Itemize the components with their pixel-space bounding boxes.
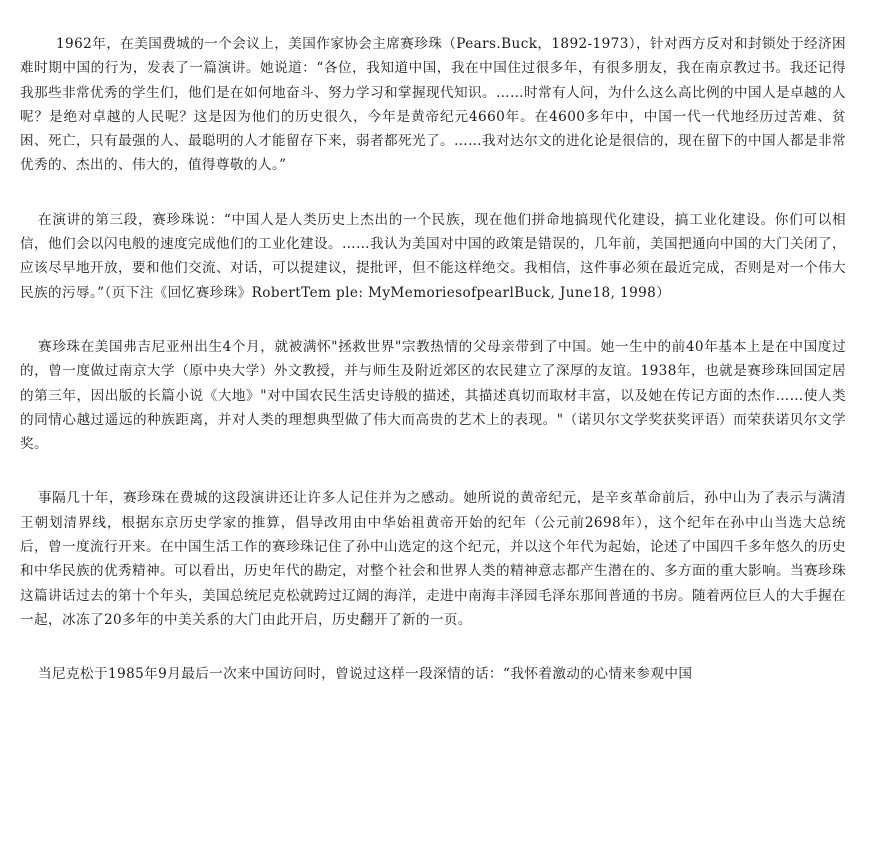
document-page bbox=[20, 32, 846, 687]
paragraph-5: 当尼克松于1985年9月最后一次来中国访问时，曾说过这样一段深情的话：“我怀着激动的心情来参观中国 bbox=[38, 666, 693, 683]
paragraph-1: 1962年，在美国费城的一个会议上，美国作家协会主席赛珍珠（Pears.Buck，1892-1973），针对西方反对和封锁处于经济困难时期中国的行为，发表了一篇演讲。她说道：“各位，我知道中国，我在中国住过很多年，有很多朋友，我在南京教过书。我还记得我那些非常优秀的学生们，他们是在如何地奋斗、努力学习和掌握现代知识。……时常有人问，为什么这么高比例的中国人是卓越的人呢？是绝对卓越的人民呢？这是因为他们的历史很久，今年是黄帝纪元4660年。在4600多年中，中国一代一代地经历过苦难、贫困、死亡，只有最强的人、最聪明的人才能留存下来，弱者都死光了。……我对达尔文的进化论是很信的，现在留下的中国人都是非常优秀的、杰出的、伟大的，值得尊敬的人。” bbox=[20, 36, 846, 174]
paragraph-4: 事隔几十年，赛珍珠在费城的这段演讲还让许多人记住并为之感动。她所说的黄帝纪元，是辛亥革命前后，孙中山为了表示与满清王朝划清界线，根据东京历史学家的推算，倡导改用由中华始祖黄帝开始的纪年（公元前2698年），这个纪年在孙中山当选大总统后，曾一度流行开来。在中国生活工作的赛珍珠记住了孙中山选定的这个纪元，并以这个年代为起始，论述了中国四千多年悠久的历史和中华民族的优秀精神。可以看出，历史年代的勘定，对整个社会和世界人类的精神意志都产生潜在的、多方面的重大影响。当赛珍珠这篇讲话过去的第十个年头，美国总统尼克松就跨过辽阔的海洋，走进中南海丰泽园毛泽东那间普通的书房。随着两位巨人的大手握在一起，冰冻了20多年的中美关系的大门由此开启，历史翻开了新的一页。 bbox=[20, 490, 846, 628]
paragraph-2: 在演讲的第三段，赛珍珠说：“中国人是人类历史上杰出的一个民族，现在他们拼命地搞现代化建设，搞工业化建设。你们可以相信，他们会以闪电般的速度完成他们的工业化建设。……我认为美国对中国的政策是错误的，几年前，美国把通向中国的大门关闭了，应该尽早地开放，要和他们交流、对话，可以提建议，提批评，但不能这样绝交。我相信，这件事必须在最近完成，否则是对一个伟大民族的污辱。”（页下注《回忆赛珍珠》RobertTem ple: MyMemoriesofpearlBuck, June18, 1998） bbox=[20, 211, 846, 301]
paragraph-3: 赛珍珠在美国弗吉尼亚州出生4个月，就被满怀"拯救世界"宗教热情的父母亲带到了中国。她一生中的前40年基本上是在中国度过的，曾一度做过南京大学（原中央大学）外文教授，并与师生及附近郊区的农民建立了深厚的友谊。1938年，也就是赛珍珠回国定居的第三年，因出版的长篇小说《大地》"对中国农民生活史诗般的描述，其描述真切而取材丰富，以及她在传记方面的杰作……使人类的同情心越过遥远的种族距离，并对人类的理想典型做了伟大而高贵的艺术上的表现。"（诺贝尔文学奖获奖评语）而荣获诺贝尔文学奖。 bbox=[20, 338, 846, 453]
